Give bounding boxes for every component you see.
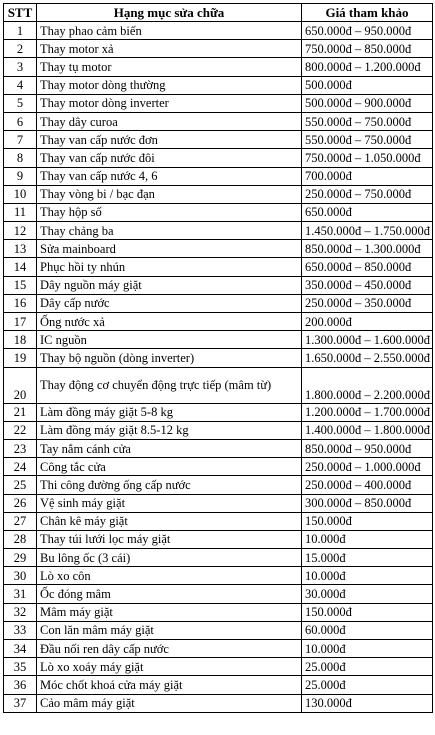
row-stt-cell: 5 xyxy=(4,94,37,112)
table-row xyxy=(4,40,433,58)
row-stt-cell: 23 xyxy=(4,439,37,457)
table-row xyxy=(4,694,433,712)
row-item-cell: Làm đồng máy giặt 5-8 kg xyxy=(37,403,302,421)
row-item-cell: Dây nguồn máy giặt xyxy=(37,276,302,294)
table-header xyxy=(4,4,433,22)
row-stt-cell: 27 xyxy=(4,512,37,530)
row-price-cell: 15.000đ xyxy=(302,549,433,567)
row-item-cell: Thay vòng bi / bạc đạn xyxy=(37,185,302,203)
row-stt-cell: 36 xyxy=(4,676,37,694)
row-price-cell: 700.000đ xyxy=(302,167,433,185)
row-stt-cell: 32 xyxy=(4,603,37,621)
repair-price-table xyxy=(3,3,433,713)
table-row xyxy=(4,476,433,494)
row-item-cell: Chân kê máy giặt xyxy=(37,512,302,530)
row-price-cell: 10.000đ xyxy=(302,640,433,658)
row-price-cell: 250.000đ – 1.000.000đ xyxy=(302,458,433,476)
row-stt-cell: 11 xyxy=(4,203,37,221)
row-stt-cell: 22 xyxy=(4,421,37,439)
row-item-cell: Thay motor xả xyxy=(37,40,302,58)
row-item-cell: Mâm máy giặt xyxy=(37,603,302,621)
row-price-cell: 500.000đ – 900.000đ xyxy=(302,94,433,112)
row-stt-cell: 24 xyxy=(4,458,37,476)
row-price-cell: 200.000đ xyxy=(302,313,433,331)
table-row xyxy=(4,112,433,130)
row-price-cell: 750.000đ – 1.050.000đ xyxy=(302,149,433,167)
table-row xyxy=(4,240,433,258)
row-item-cell: Làm đồng máy giặt 8.5-12 kg xyxy=(37,421,302,439)
row-price-cell: 25.000đ xyxy=(302,676,433,694)
header-row xyxy=(4,4,433,22)
table-row xyxy=(4,567,433,585)
table-row xyxy=(4,494,433,512)
row-item-cell: Thay hộp số xyxy=(37,203,302,221)
table-body xyxy=(4,22,433,713)
row-stt-cell: 15 xyxy=(4,276,37,294)
row-stt-cell: 26 xyxy=(4,494,37,512)
row-item-cell: Ống nước xả xyxy=(37,313,302,331)
row-price-cell: 650.000đ – 850.000đ xyxy=(302,258,433,276)
row-item-cell: Móc chốt khoá cửa máy giặt xyxy=(37,676,302,694)
table-row xyxy=(4,512,433,530)
table-row xyxy=(4,131,433,149)
table-row xyxy=(4,549,433,567)
table-row xyxy=(4,149,433,167)
table-row xyxy=(4,203,433,221)
row-stt-cell: 19 xyxy=(4,349,37,367)
table-row xyxy=(4,439,433,457)
row-item-cell: Thay van cấp nước 4, 6 xyxy=(37,167,302,185)
row-item-cell: Thay van cấp nước đơn xyxy=(37,131,302,149)
table-row xyxy=(4,640,433,658)
table-row xyxy=(4,621,433,639)
row-stt-cell: 20 xyxy=(4,367,37,403)
row-item-cell: Thay túi lưới lọc máy giặt xyxy=(37,530,302,548)
row-price-cell: 800.000đ – 1.200.000đ xyxy=(302,58,433,76)
row-price-cell: 850.000đ – 950.000đ xyxy=(302,439,433,457)
table-row xyxy=(4,58,433,76)
row-item-cell: Thay dây curoa xyxy=(37,112,302,130)
row-item-cell: Con lăn mâm máy giặt xyxy=(37,621,302,639)
row-price-cell: 1.650.000đ – 2.550.000đ xyxy=(302,349,433,367)
row-item-cell: Vệ sinh máy giặt xyxy=(37,494,302,512)
row-price-cell: 650.000đ – 950.000đ xyxy=(302,22,433,40)
row-item-cell: Thi công đường ống cấp nước xyxy=(37,476,302,494)
row-item-cell: Dây cấp nước xyxy=(37,294,302,312)
row-price-cell: 150.000đ xyxy=(302,603,433,621)
row-stt-cell: 9 xyxy=(4,167,37,185)
row-stt-cell: 18 xyxy=(4,331,37,349)
row-price-cell: 150.000đ xyxy=(302,512,433,530)
row-item-cell: Thay van cấp nước đôi xyxy=(37,149,302,167)
row-stt-cell: 13 xyxy=(4,240,37,258)
row-item-cell: Lò xo côn xyxy=(37,567,302,585)
table-row xyxy=(4,258,433,276)
header-price: Giá tham khảo xyxy=(302,4,433,22)
row-stt-cell: 16 xyxy=(4,294,37,312)
row-price-cell: 1.200.000đ – 1.700.000đ xyxy=(302,403,433,421)
table-row xyxy=(4,458,433,476)
row-price-cell: 10.000đ xyxy=(302,530,433,548)
row-price-cell: 500.000đ xyxy=(302,76,433,94)
table-row xyxy=(4,530,433,548)
row-item-cell: Thay motor dòng inverter xyxy=(37,94,302,112)
row-item-cell: Thay phao cảm biến xyxy=(37,22,302,40)
row-price-cell: 550.000đ – 750.000đ xyxy=(302,112,433,130)
header-stt: STT xyxy=(4,4,37,22)
row-price-cell: 30.000đ xyxy=(302,585,433,603)
row-price-cell: 650.000đ xyxy=(302,203,433,221)
row-price-cell: 850.000đ – 1.300.000đ xyxy=(302,240,433,258)
table-row xyxy=(4,22,433,40)
row-price-cell: 300.000đ – 850.000đ xyxy=(302,494,433,512)
row-price-cell: 250.000đ – 350.000đ xyxy=(302,294,433,312)
row-stt-cell: 12 xyxy=(4,222,37,240)
row-stt-cell: 29 xyxy=(4,549,37,567)
row-item-cell: Phục hồi ty nhún xyxy=(37,258,302,276)
table-row xyxy=(4,331,433,349)
row-stt-cell: 25 xyxy=(4,476,37,494)
table-row xyxy=(4,94,433,112)
row-stt-cell: 8 xyxy=(4,149,37,167)
table-row xyxy=(4,167,433,185)
row-price-cell: 1.800.000đ – 2.200.000đ xyxy=(302,367,433,403)
row-stt-cell: 3 xyxy=(4,58,37,76)
table-row xyxy=(4,676,433,694)
row-item-cell: Thay motor dòng thường xyxy=(37,76,302,94)
table-row xyxy=(4,603,433,621)
row-stt-cell: 28 xyxy=(4,530,37,548)
table-row xyxy=(4,294,433,312)
row-stt-cell: 6 xyxy=(4,112,37,130)
row-stt-cell: 33 xyxy=(4,621,37,639)
table-row xyxy=(4,349,433,367)
row-stt-cell: 7 xyxy=(4,131,37,149)
row-stt-cell: 17 xyxy=(4,313,37,331)
row-price-cell: 1.400.000đ – 1.800.000đ xyxy=(302,421,433,439)
table-row xyxy=(4,403,433,421)
table-row xyxy=(4,658,433,676)
row-price-cell: 10.000đ xyxy=(302,567,433,585)
table-row xyxy=(4,276,433,294)
header-item: Hạng mục sửa chữa xyxy=(37,4,302,22)
row-item-cell: Bu lông ốc (3 cái) xyxy=(37,549,302,567)
row-price-cell: 250.000đ – 750.000đ xyxy=(302,185,433,203)
row-item-cell: Thay chảng ba xyxy=(37,222,302,240)
row-stt-cell: 2 xyxy=(4,40,37,58)
row-stt-cell: 35 xyxy=(4,658,37,676)
row-item-cell: Thay bộ nguồn (dòng inverter) xyxy=(37,349,302,367)
row-stt-cell: 4 xyxy=(4,76,37,94)
row-item-cell: Sửa mainboard xyxy=(37,240,302,258)
row-price-cell: 550.000đ – 750.000đ xyxy=(302,131,433,149)
row-price-cell: 350.000đ – 450.000đ xyxy=(302,276,433,294)
row-stt-cell: 37 xyxy=(4,694,37,712)
row-item-cell: Thay động cơ chuyển động trực tiếp (mâm từ) xyxy=(37,367,302,403)
row-item-cell: Tay nắm cánh cửa xyxy=(37,439,302,457)
row-stt-cell: 14 xyxy=(4,258,37,276)
row-price-cell: 250.000đ – 400.000đ xyxy=(302,476,433,494)
table-row xyxy=(4,421,433,439)
row-item-cell: Công tắc cửa xyxy=(37,458,302,476)
table-row xyxy=(4,367,433,403)
table-row xyxy=(4,222,433,240)
row-price-cell: 750.000đ – 850.000đ xyxy=(302,40,433,58)
row-price-cell: 60.000đ xyxy=(302,621,433,639)
row-item-cell: Cảo mâm máy giặt xyxy=(37,694,302,712)
row-stt-cell: 31 xyxy=(4,585,37,603)
row-stt-cell: 1 xyxy=(4,22,37,40)
row-price-cell: 1.300.000đ – 1.600.000đ xyxy=(302,331,433,349)
row-stt-cell: 34 xyxy=(4,640,37,658)
table-row xyxy=(4,585,433,603)
row-price-cell: 130.000đ xyxy=(302,694,433,712)
row-item-cell: Lò xo xoáy máy giặt xyxy=(37,658,302,676)
table-row xyxy=(4,185,433,203)
table-row xyxy=(4,313,433,331)
row-stt-cell: 30 xyxy=(4,567,37,585)
row-stt-cell: 10 xyxy=(4,185,37,203)
row-price-cell: 1.450.000đ – 1.750.000đ xyxy=(302,222,433,240)
table-row xyxy=(4,76,433,94)
row-stt-cell: 21 xyxy=(4,403,37,421)
row-item-cell: Đầu nối ren dây cấp nước xyxy=(37,640,302,658)
row-price-cell: 25.000đ xyxy=(302,658,433,676)
row-item-cell: Ốc đóng mâm xyxy=(37,585,302,603)
row-item-cell: IC nguồn xyxy=(37,331,302,349)
row-item-cell: Thay tụ motor xyxy=(37,58,302,76)
